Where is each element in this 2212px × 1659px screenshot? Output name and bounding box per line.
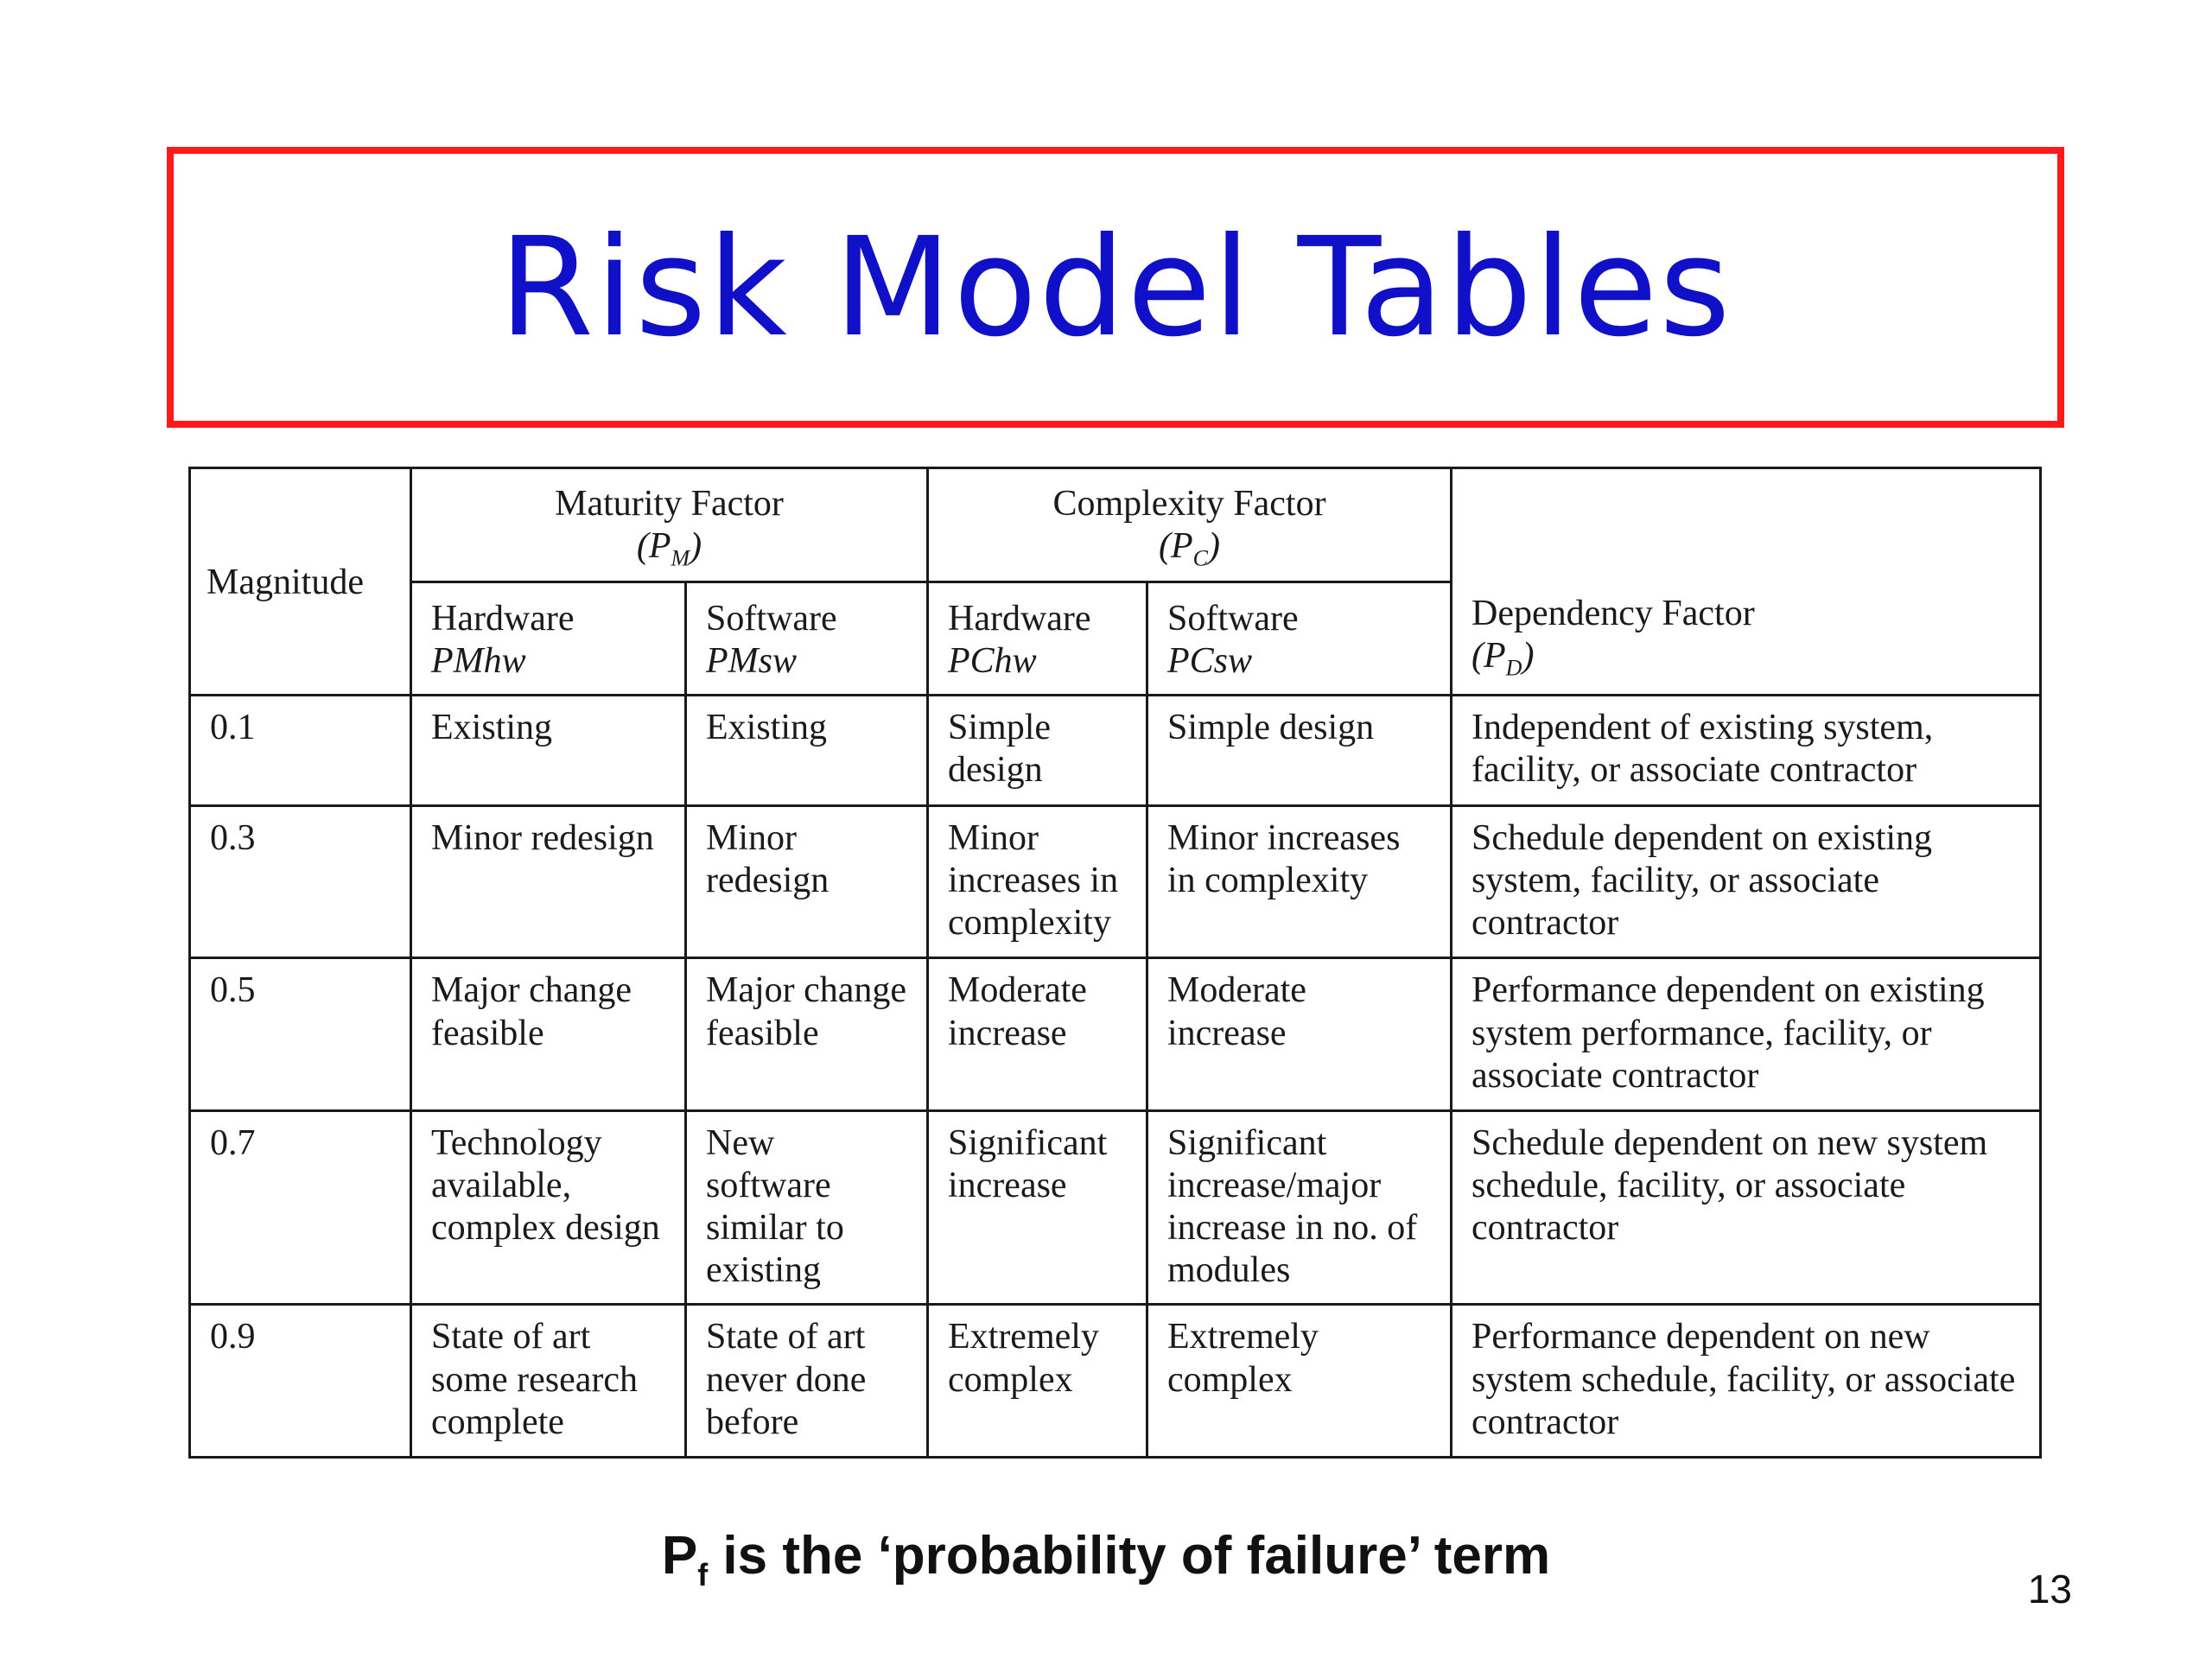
dependency-factor-symbol: $(P_D)$ [1471,635,1535,681]
footer-caption: $P_f$ is the ‘probability of failure’ term [661,1526,1551,1592]
pc-software-cell: Extremely complex [1147,1305,1452,1458]
pc-software-cell: Moderate increase [1147,958,1452,1110]
pc-hardware-cell: Moderate increase [928,958,1147,1110]
dependency-factor-header [1452,468,2041,696]
pm-hardware-cell: State of art some research complete [411,1305,686,1458]
pc-hardware-cell: Significant increase [928,1110,1147,1305]
page-title: Risk Model Tables [499,207,1732,367]
table-row [190,1305,2041,1458]
table-row [190,1110,2041,1305]
magnitude-cell: 0.1 [190,695,411,805]
pm-hardware-cell: Minor redesign [411,806,686,958]
dependency-factor-label: Dependency Factor [1471,593,1755,633]
pc-hardware-cell: Minor increases in complexity [928,806,1147,958]
pm-software-cell: Existing [686,695,928,805]
pc-software-cell: Minor increases in complexity [1147,806,1452,958]
dependency-cell: Schedule dependent on new system schedule, facility, or associate contractor [1452,1110,2041,1305]
dependency-cell: Performance dependent on new system schedule, facility, or associate contractor [1452,1305,2041,1458]
page-number: 13 [2027,1567,2072,1611]
dependency-cell: Independent of existing system, facility, or associate contractor [1452,695,2041,805]
header-row-groups [190,468,2041,582]
pc-hardware-cell: Extremely complex [928,1305,1147,1458]
complexity-factor-symbol: $(P_C)$ [1159,526,1220,571]
magnitude-cell: 0.5 [190,958,411,1110]
dependency-cell: Performance dependent on existing system performance, facility, or associate contractor [1452,958,2041,1110]
magnitude-cell: 0.9 [190,1305,411,1458]
pm-hardware-header: Hardware PMhw [411,582,686,695]
complexity-factor-label: Complexity Factor [1052,484,1326,524]
magnitude-header: Magnitude [190,468,411,696]
pc-software-cell: Simple design [1147,695,1452,805]
pm-software-cell: Minor redesign [686,806,928,958]
risk-model-table-container [188,467,2039,1459]
title-frame [167,147,2064,428]
table-row [190,958,2041,1110]
pc-hardware-cell: Simple design [928,695,1147,805]
pm-software-cell: State of art never done before [686,1305,928,1458]
maturity-factor-symbol: $(P_M)$ [636,526,702,571]
dependency-cell: Schedule dependent on existing system, facility, or associate contractor [1452,806,2041,958]
maturity-factor-header [411,468,928,582]
table-row [190,695,2041,805]
pc-software-header: Software PCsw [1147,582,1452,695]
magnitude-cell: 0.7 [190,1110,411,1305]
table-row [190,806,2041,958]
pm-hardware-cell: Existing [411,695,686,805]
risk-model-table [188,467,2042,1459]
complexity-factor-header [928,468,1452,582]
pm-hardware-cell: Major change feasible [411,958,686,1110]
maturity-factor-label: Maturity Factor [555,484,784,524]
pm-software-cell: New software similar to existing [686,1110,928,1305]
pc-software-cell: Significant increase/major increase in no. of modules [1147,1110,1452,1305]
magnitude-cell: 0.3 [190,806,411,958]
pm-hardware-cell: Technology available, complex design [411,1110,686,1305]
pc-hardware-header: Hardware PChw [928,582,1147,695]
pm-software-header: Software PMsw [686,582,928,695]
pm-software-cell: Major change feasible [686,958,928,1110]
